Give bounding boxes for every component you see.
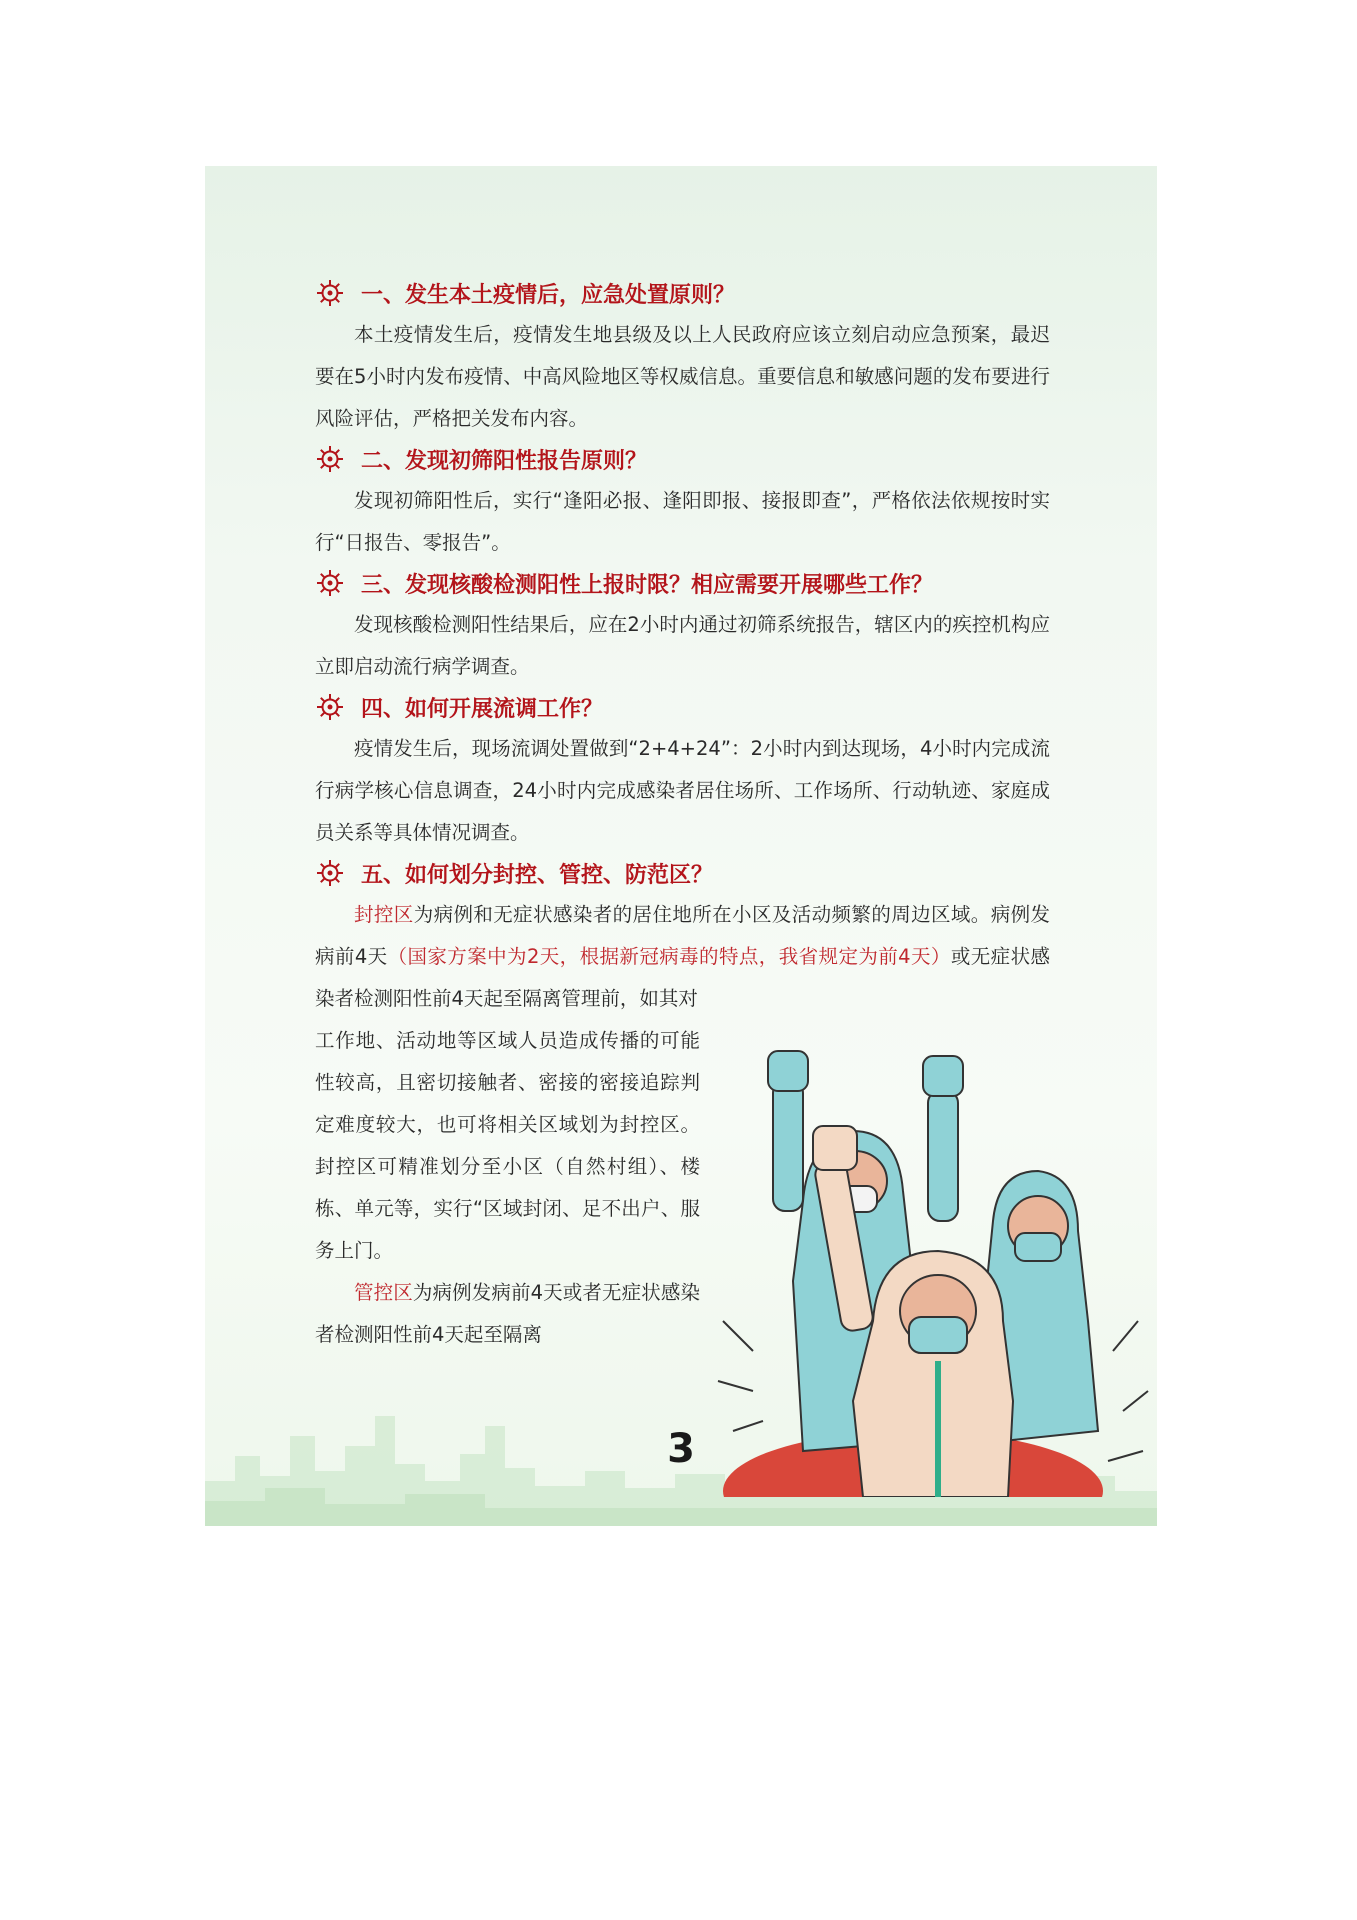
term-control-zone: 管控区 xyxy=(354,1281,413,1304)
section-5-text-c: 为病例发病前4天或者无症状感染者检测阳性前4天起至隔离 xyxy=(315,1281,700,1346)
section-5-paragraph-1-continued: 工作地、活动地等区域人员造成传播的可能性较高，且密切接触者、密接的密接追踪判定难度较大，也可将相关区域划为封控区。封控区可精准划分至小区（自然村组）、楼栋、单元等，实行“区域封闭、足不出户、服务上门。 xyxy=(315,1029,700,1262)
section-5-text-a: 为病例和无症状感染者的居住地所在小区及活动频繁的周边区域。病例发病前4天 xyxy=(315,903,1050,968)
section-1-title: 一、发生本土疫情后，应急处置原则？ xyxy=(361,282,736,308)
section-1-body: 本土疫情发生后，疫情发生地县级及以上人民政府应该立刻启动应急预案，最迟要在5小时内发布疫情、中高风险地区等权威信息。重要信息和敏感问题的发布要进行风险评估，严格把关发布内容。 xyxy=(315,323,1050,430)
page xyxy=(205,166,1157,1526)
section-3-heading xyxy=(315,566,1050,600)
section-5-heading xyxy=(315,856,1050,890)
section-3-title: 三、发现核酸检测阳性上报时限？相应需要开展哪些工作？ xyxy=(361,572,934,598)
section-3-body: 发现核酸检测阳性结果后，应在2小时内通过初筛系统报告，辖区内的疾控机构应立即启动流行病学调查。 xyxy=(315,613,1050,678)
section-5-title: 五、如何划分封控、管控、防范区？ xyxy=(361,862,714,888)
section-2-title: 二、发现初筛阳性报告原则？ xyxy=(361,448,648,474)
virus-icon xyxy=(315,692,345,722)
virus-icon xyxy=(315,858,345,888)
section-2-heading xyxy=(315,442,1050,476)
section-5-paragraph-1 xyxy=(315,894,1050,1020)
section-4-heading xyxy=(315,690,1050,724)
section-1-heading xyxy=(315,276,1050,310)
term-lockdown-zone: 封控区 xyxy=(354,903,414,926)
section-5-text-b: 或无症状感染者检测阳性前4天起至隔离管理前，如其对 xyxy=(315,945,1050,1010)
section-4-body: 疫情发生后，现场流调处置做到“2+4+24”：2小时内到达现场，4小时内完成流行病学核心信息调查，24小时内完成感染者居住场所、工作场所、行动轨迹、家庭成员关系等具体情况调查。 xyxy=(315,737,1050,844)
section-2-body: 发现初筛阳性后，实行“逢阳必报、逢阳即报、接报即查”，严格依法依规按时实行“日报告、零报告”。 xyxy=(315,489,1050,554)
virus-icon xyxy=(315,568,345,598)
virus-icon xyxy=(315,278,345,308)
virus-icon xyxy=(315,444,345,474)
section-4-title: 四、如何开展流调工作？ xyxy=(361,696,604,722)
page-number: 3 xyxy=(667,1426,695,1472)
section-5-highlight-note: （国家方案中为2天，根据新冠病毒的特点，我省规定为前4天） xyxy=(387,945,951,968)
section-5-paragraph-2 xyxy=(315,1272,700,1356)
